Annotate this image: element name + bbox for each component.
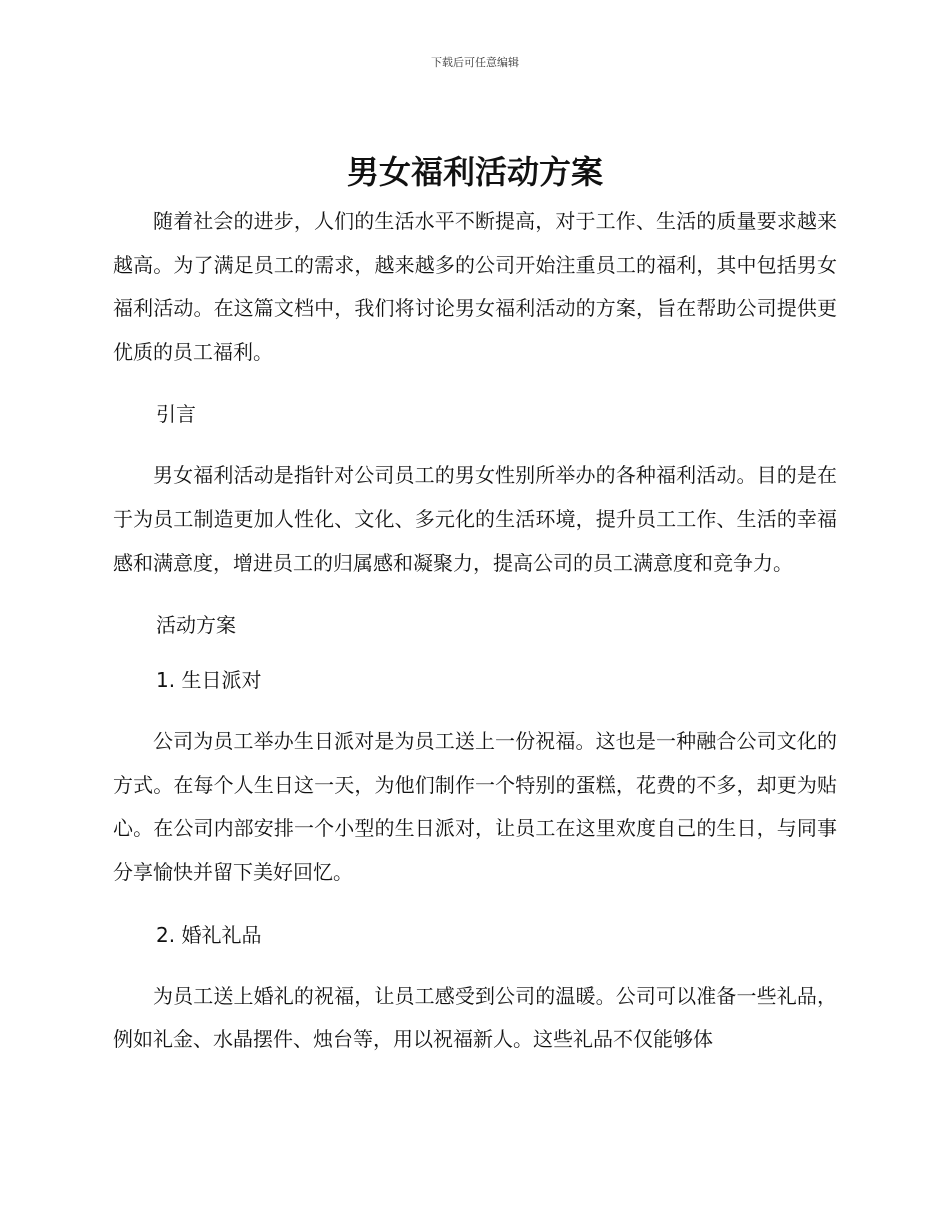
intro-paragraph: 随着社会的进步，人们的生活水平不断提高，对于工作、生活的质量要求越来越高。为了满足员工的需求，越来越多的公司开始注重员工的福利，其中包括男女福利活动。在这篇文档中，我们将讨论男女福利活动的方案，旨在帮助公司提供更优质的员工福利。	[113, 209, 837, 364]
plan-item-heading-2: 2. 婚礼礼品	[156, 922, 262, 947]
document-body	[113, 200, 837, 1062]
plan-item-heading-1: 1. 生日派对	[156, 668, 262, 693]
preface-paragraph: 男女福利活动是指针对公司员工的男女性别所举办的各种福利活动。目的是在于为员工制造更加人性化、文化、多元化的生活环境，提升员工工作、生活的幸福感和满意度，增进员工的归属感和凝聚力，提高公司的员工满意度和竞争力。	[113, 463, 837, 575]
section-heading-plan: 活动方案	[156, 613, 236, 638]
plan-item-paragraph-1: 公司为员工举办生日派对是为员工送上一份祝福。这也是一种融合公司文化的方式。在每个人生日这一天，为他们制作一个特别的蛋糕，花费的不多，却更为贴心。在公司内部安排一个小型的生日派对，让员工在这里欢度自己的生日，与同事分享愉快并留下美好回忆。	[113, 729, 837, 884]
section-heading-preface: 引言	[156, 402, 196, 427]
plan-item-paragraph-2: 为员工送上婚礼的祝福，让员工感受到公司的温暖。公司可以准备一些礼品，例如礼金、水晶摆件、烛台等，用以祝福新人。这些礼品不仅能够体	[113, 983, 837, 1052]
document-title: 男女福利活动方案	[346, 153, 603, 191]
header-note: 下载后可任意编辑	[431, 56, 519, 69]
